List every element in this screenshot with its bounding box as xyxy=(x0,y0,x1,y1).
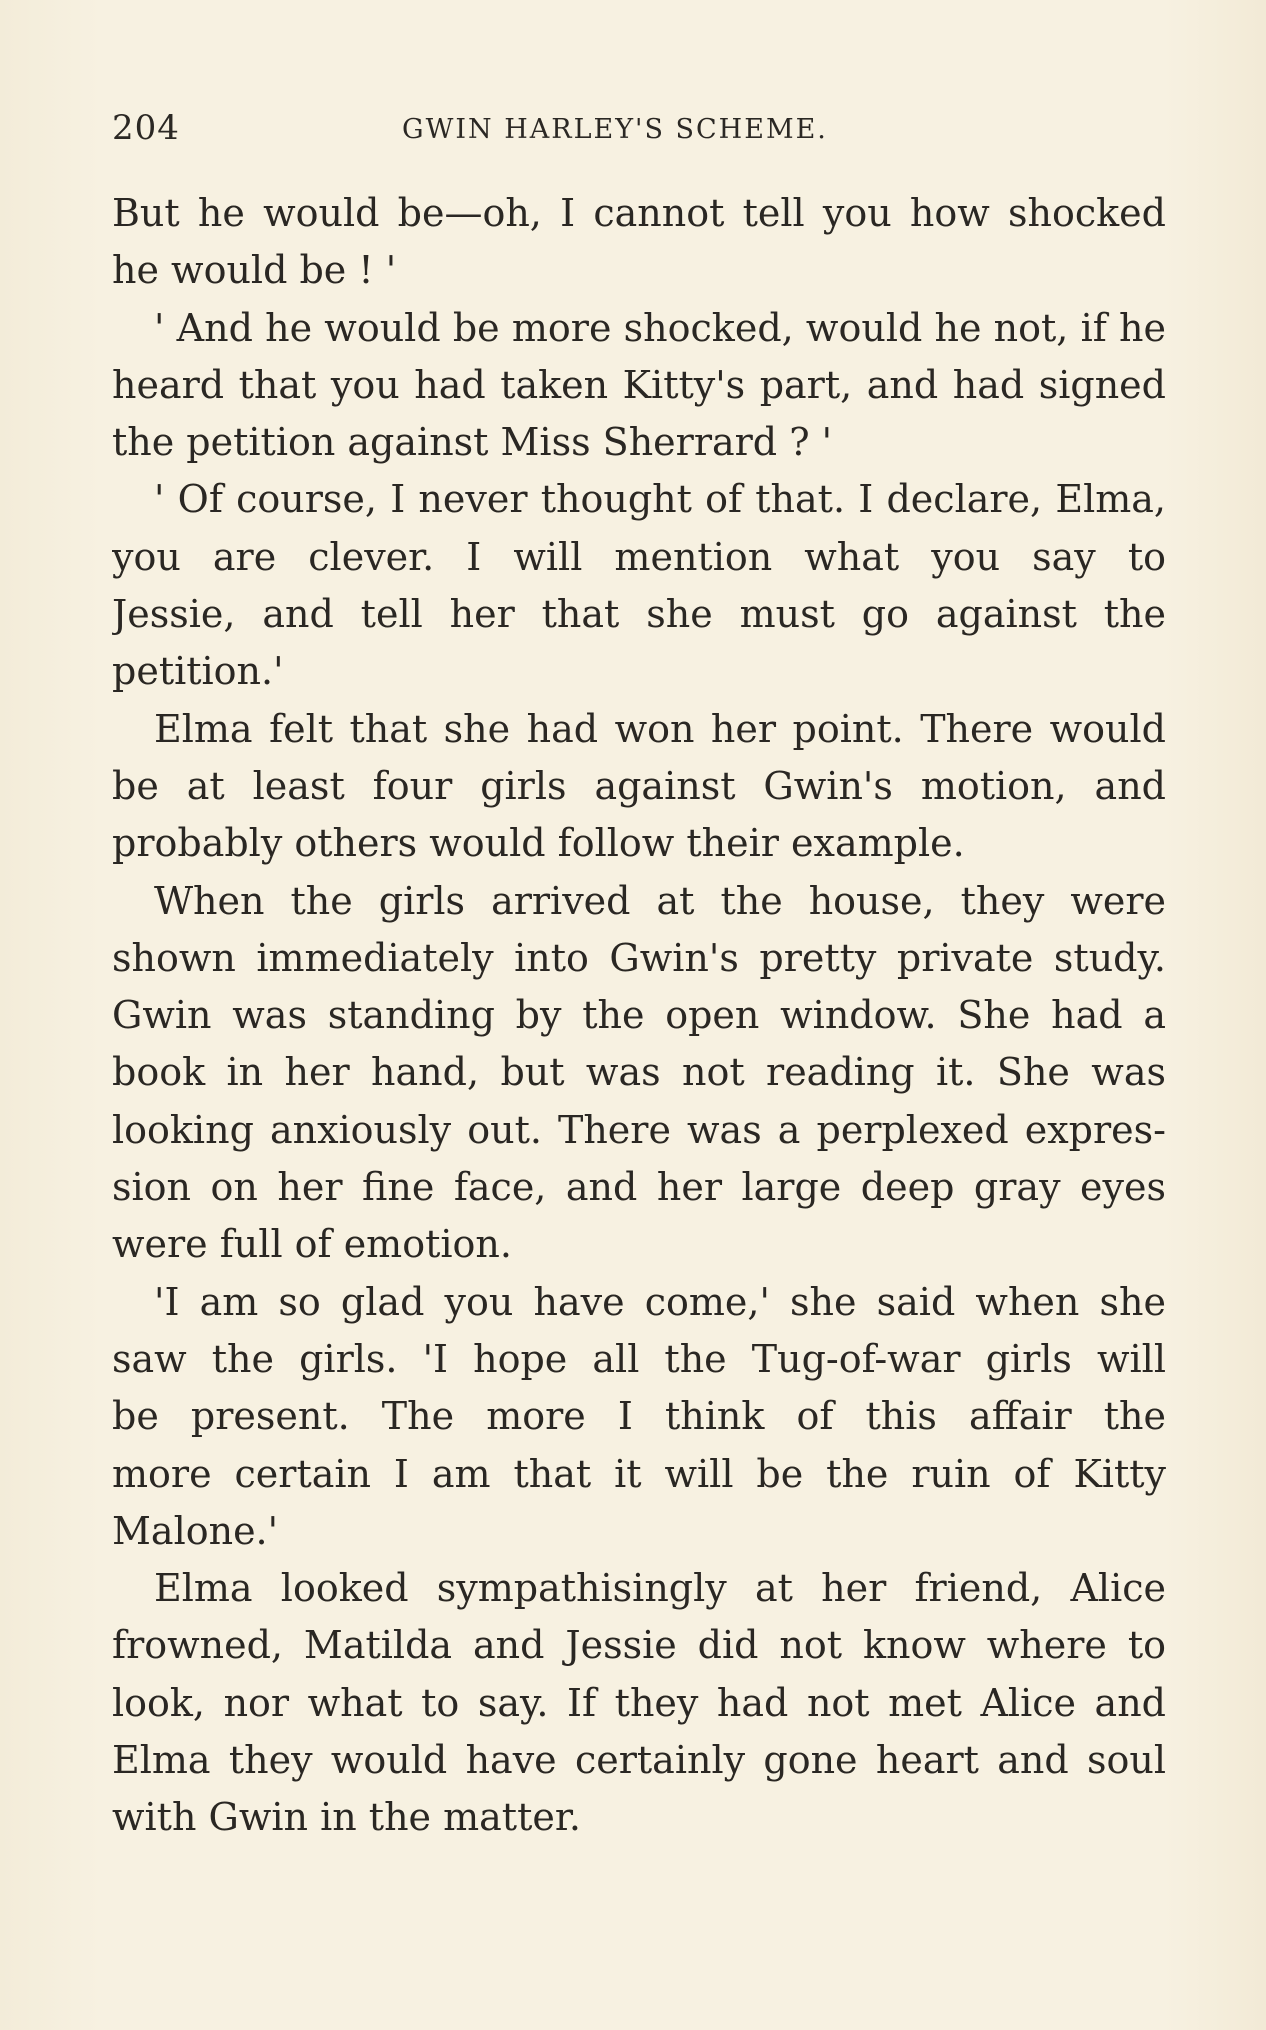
text-line: he would be ! ' xyxy=(112,248,397,293)
running-head: GWIN HARLEY'S SCHEME. xyxy=(402,114,828,145)
text-line: 'I am so glad you have come,' she said when she xyxy=(154,1279,1166,1324)
text-line: you are clever. I will mention what you say to xyxy=(112,534,1166,579)
text-line: But he would be—oh, I cannot tell you how shocked xyxy=(112,191,1166,235)
text-line: Elma they would have certainly gone heart and soul xyxy=(112,1738,1166,1783)
text-line: book in her hand, but was not reading it. She was xyxy=(112,1050,1166,1095)
text-line: sion on her fine face, and her large deep gray eyes xyxy=(112,1165,1166,1210)
text-line: ' And he would be more shocked, would he not, if he xyxy=(154,305,1166,350)
text-line: saw the girls. 'I hope all the Tug-of-war girls will xyxy=(112,1336,1166,1381)
text-line: ' Of course, I never thought of that. I declare, Elma, xyxy=(154,477,1166,522)
text-line: more certain I am that it will be the ruin of Kitty xyxy=(112,1451,1166,1496)
text-line: When the girls arrived at the house, they were xyxy=(154,878,1166,923)
text-line: Elma looked sympathisingly at her friend, Alice xyxy=(154,1566,1166,1611)
page-header xyxy=(112,108,1166,148)
text-line: Jessie, and tell her that she must go against the xyxy=(112,592,1166,637)
body-text xyxy=(112,185,1166,1847)
text-line: be present. The more I think of this affair the xyxy=(112,1394,1166,1439)
text-line: heard that you had taken Kitty's part, and had signed xyxy=(112,362,1166,407)
text-line: looking anxiously out. There was a perplexed expres- xyxy=(112,1107,1166,1152)
text-line: the petition against Miss Sherrard ? ' xyxy=(112,420,833,465)
text-line: look, nor what to say. If they had not met Alice and xyxy=(112,1680,1166,1725)
text-line: be at least four girls against Gwin's motion, and xyxy=(112,763,1166,808)
text-line: with Gwin in the matter. xyxy=(112,1795,581,1840)
text-line: Elma felt that she had won her point. There would xyxy=(154,706,1166,751)
text-line: petition.' xyxy=(112,649,284,694)
text-line: were full of emotion. xyxy=(112,1222,512,1267)
text-line: probably others would follow their example. xyxy=(112,821,965,866)
text-line: Malone.' xyxy=(112,1508,279,1553)
text-line: frowned, Matilda and Jessie did not know where to xyxy=(112,1623,1166,1668)
text-line: Gwin was standing by the open window. She had a xyxy=(112,993,1166,1038)
text-line: shown immediately into Gwin's pretty private study. xyxy=(112,935,1166,980)
page-number: 204 xyxy=(112,108,180,148)
